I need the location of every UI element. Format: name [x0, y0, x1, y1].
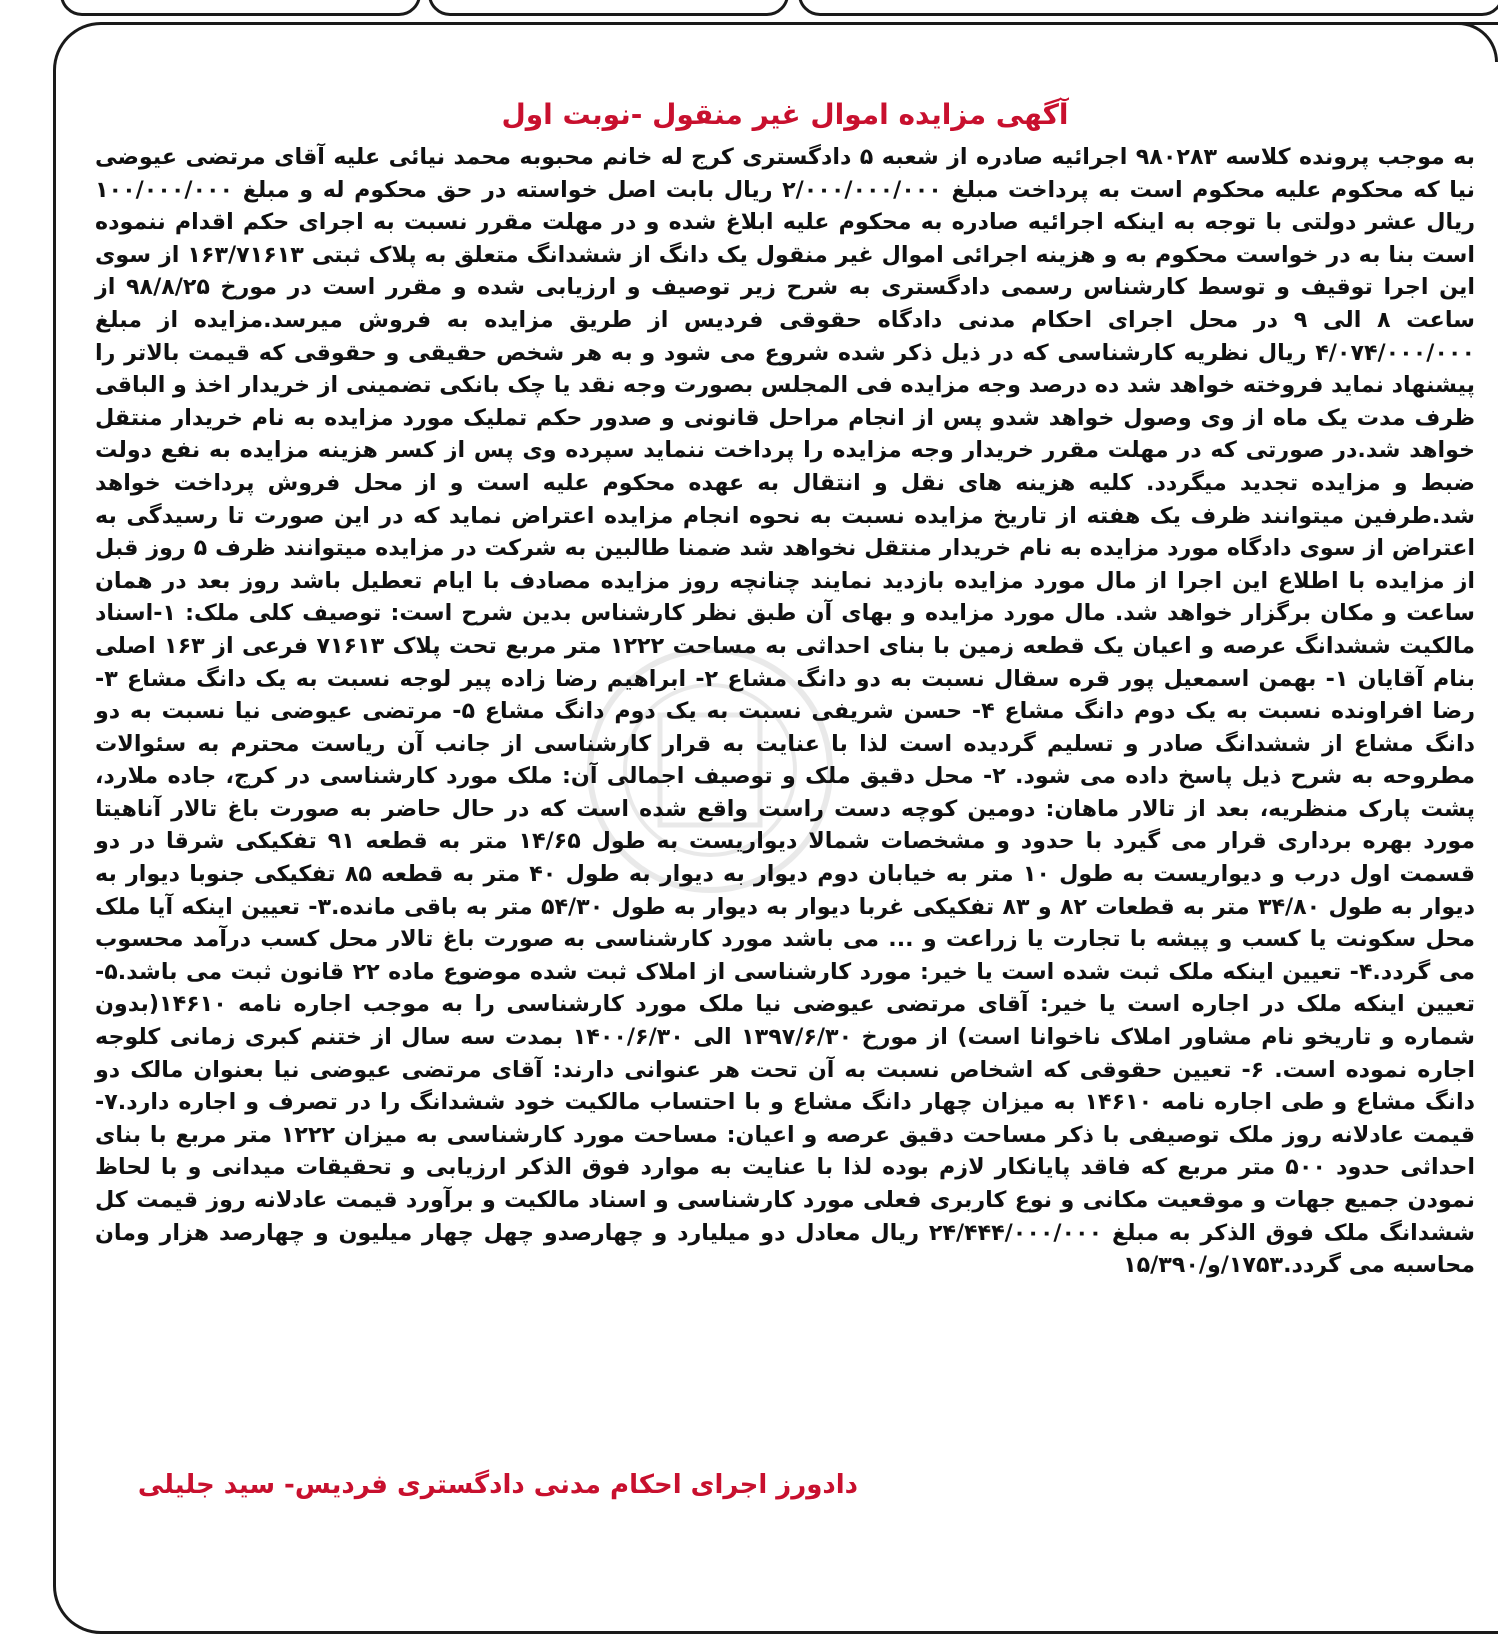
notice-signature: دادورز اجرای احکام مدنی دادگستری فردیس- سید جلیلی — [137, 1470, 858, 1500]
auction-notice — [95, 95, 1475, 1282]
top-tab-right — [798, 0, 1498, 16]
notice-body: به موجب پرونده کلاسه ۹۸۰۲۸۳ اجرائیه صادره از شعبه ۵ دادگستری کرج له خانم محبوبه محمد نیائی علیه آقای مرتضی عیوضی نیا که محکوم علیه محکوم است به پرداخت مبلغ ۲/۰۰۰/۰۰۰/۰۰۰ ریال بابت اصل خواسته در حق محکوم له و مبلغ ۱۰۰/۰۰۰/۰۰۰ ریال عشر دولتی با توجه به اینکه اجرائیه صادره به محکوم علیه ابلاغ شده و در مهلت مقرر نسبت به اجرای حکم اقدام ننموده است بنا به در خواست محکوم به و هزینه اجرائی اموال غیر منقول یک دانگ از ششدانگ متعلق به پلاک ثبتی ۱۶۳/۷۱۶۱۳ از سوی این اجرا توقیف و توسط کارشناس رسمی دادگستری به شرح زیر توصیف و ارزیابی شده و مقرر است در مورخ ۹۸/۸/۲۵ از ساعت ۸ الی ۹ در محل اجرای احکام مدنی دادگاه حقوقی فردیس از طریق مزایده به فروش میرسد.مزایده از مبلغ ۴/۰۷۴/۰۰۰/۰۰۰ ریال نظریه کارشناسی که در ذیل ذکر شده شروع می شود و به هر شخص حقیقی و حقوقی که قیمت بالاتر را پیشنهاد نماید فروخته خواهد شد ده درصد وجه مزایده فی المجلس بصورت وجه نقد یا چک بانکی تضمینی از خریدار اخذ و الباقی ظرف مدت یک ماه از وی وصول خواهد شدو پس از انجام مراحل قانونی و صدور حکم تملیک مورد مزایده به نام خریدار منتقل خواهد شد.در صورتی که در مهلت مقرر خریدار وجه مزایده را پرداخت ننماید سپرده وی پس از کسر هزینه مزایده به نفع دولت ضبط و مزایده تجدید میگردد. کلیه هزینه های نقل و انتقال به عهده محکوم علیه است و از محل فروش پرداخت خواهد شد.طرفین میتوانند ظرف یک هفته از تاریخ مزایده نسبت به نحوه انجام مزایده اعتراض نماید که در این صورت تا رسیدگی به اعتراض از سوی دادگاه مورد مزایده به نام خریدار منتقل نخواهد شد ضمنا طالبین به شرکت در مزایده میتوانند ظرف ۵ روز قبل از مزایده با اطلاع این اجرا از مال مورد مزایده بازدید نمایند چنانچه روز مزایده مصادف با ایام تعطیل باشد روز بعد در همان ساعت و مکان برگزار خواهد شد. مال مورد مزایده و بهای آن طبق نظر کارشناس بدین شرح است: توصیف کلی ملک: ۱-اسناد مالکیت ششدانگ عرصه و اعیان یک قطعه زمین با بنای احداثی به مساحت ۱۲۲۲ متر مربع تحت پلاک ۷۱۶۱۳ فرعی از ۱۶۳ اصلی بنام آقایان ۱- بهمن اسمعیل پور قره سقال نسبت به دو دانگ مشاع ۲- ابراهیم رضا زاده پیر لوجه نسبت به یک دانگ مشاع ۳- رضا افراونده نسبت به یک دوم دانگ مشاع ۴- حسن شریفی نسبت به یک دوم دانگ مشاع ۵- مرتضی عیوضی نیا نسبت به دو دانگ مشاع از ششدانگ صادر و تسلیم گردیده است لذا با عنایت به قرار کارشناسی از جانب آن ریاست محترم به سئوالات مطروحه به شرح ذیل پاسخ داده می شود. ۲- محل دقیق ملک و توصیف اجمالی آن: ملک مورد کارشناسی در کرج، جاده ملارد، پشت پارک منظریه، بعد از تالار ماهان: دومین کوچه دست راست واقع شده است که در حال حاضر به صورت باغ تالار آناهیتا مورد بهره برداری قرار می گیرد با حدود و مشخصات شمالا دیواریست به طول ۱۴/۶۵ متر به قطعه ۹۱ تفکیکی شرقا در دو قسمت اول درب و دیواریست به طول ۱۰ متر به خیابان دوم دیوار به دیوار به طول ۴۰ متر به قطعه ۸۵ تفکیکی جنوبا دیوار به دیوار به طول ۳۴/۸۰ متر به قطعات ۸۲ و ۸۳ تفکیکی غربا دیوار به دیوار به طول ۵۴/۳۰ متر به باقی مانده.۳- تعیین اینکه آیا ملک محل سکونت یا کسب و پیشه با تجارت یا زراعت و ... می باشد مورد کارشناسی به صورت باغ تالار محل کسب درآمد محسوب می گردد.۴- تعیین اینکه ملک ثبت شده است یا خیر: مورد کارشناسی از املاک ثبت شده موضوع ماده ۲۲ قانون ثبت می باشد.۵- تعیین اینکه ملک در اجاره است یا خیر: آقای مرتضی عیوضی نیا ملک مورد کارشناسی را به موجب اجاره نامه ۱۴۶۱۰(بدون شماره و تاریخو نام مشاور املاک ناخوانا است) از مورخ ۱۳۹۷/۶/۳۰ الی ۱۴۰۰/۶/۳۰ بمدت سه سال از ختنم کبری زمانی کلوجه اجاره نموده است. ۶- تعیین حقوقی که اشخاص نسبت به آن تحت هر عنوانی دارند: آقای مرتضی عیوضی نیا بعنوان مالک دو دانگ مشاع و طی اجاره نامه ۱۴۶۱۰ به میزان چهار دانگ مشاع و با احتساب مالکیت خود ششدانگ را در تصرف و اجاره دارد.۷- قیمت عادلانه روز ملک توصیفی با ذکر مساحت دقیق عرصه و اعیان: مساحت مورد کارشناسی به میزان ۱۲۲۲ متر مربع با بنای احداثی حدود ۵۰۰ متر مربع که فاقد پایانکار لازم بوده لذا با عنایت به موارد فوق الذکر ارزیابی و تحقیقات میدانی و با لحاظ نمودن جمیع جهات و موقعیت مکانی و نوع کاربری فعلی مورد کارشناسی و اسناد مالکیت و برآورد قیمت عادلانه روز قیمت کل ششدانگ ملک فوق الذکر به مبلغ ۲۴/۴۴۴/۰۰۰/۰۰۰ ریال معادل دو میلیارد و چهارصدو چهل چهار میلیون و چهارصد هزار ومان محاسبه می گردد.۱۷۵۳/و/۱۵/۳۹۰ — [95, 144, 1476, 1279]
top-tab-left — [60, 0, 421, 16]
tab-dots — [143, 0, 244, 1]
notice-title: آگهی مزایده اموال غیر منقول -نوبت اول — [501, 98, 1069, 131]
top-tab-middle — [428, 0, 789, 16]
